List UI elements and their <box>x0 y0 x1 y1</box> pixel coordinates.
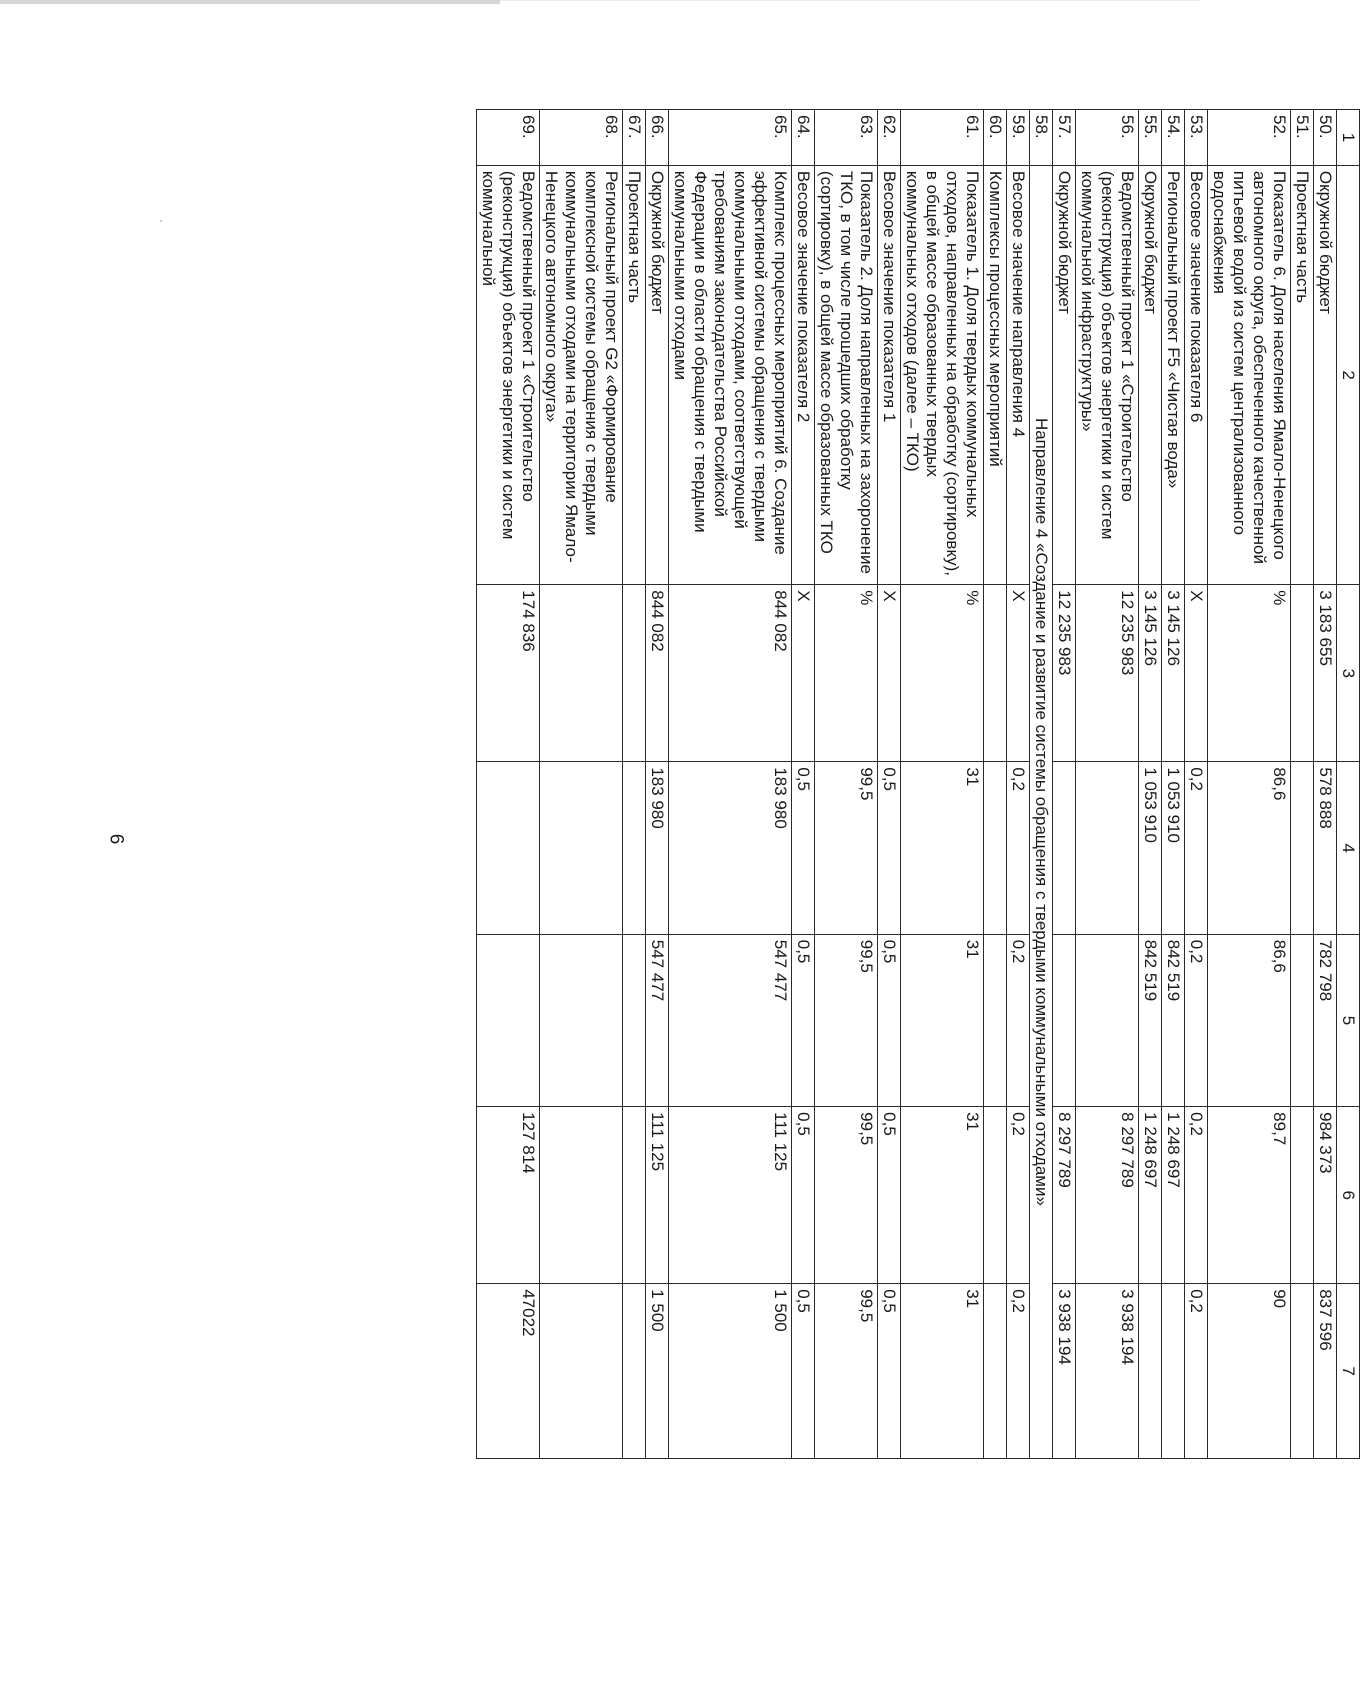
rotated-table-sheet <box>425 109 1360 1459</box>
table-row <box>1162 110 1185 1459</box>
value-cell-c6: 0,2 <box>1185 1107 1208 1284</box>
value-cell-c7 <box>623 1284 646 1459</box>
value-cell-c4: 578 888 <box>1314 762 1337 934</box>
value-cell-c5: 842 519 <box>1162 934 1185 1106</box>
value-cell-c6: 99,5 <box>815 1107 878 1284</box>
value-cell-c6: 111 125 <box>669 1107 792 1284</box>
value-cell-c4: 31 <box>901 762 984 934</box>
table-row <box>623 110 646 1459</box>
value-cell-c7 <box>540 1284 623 1459</box>
value-cell-c4: 0,2 <box>1007 762 1030 934</box>
scan-dust-mark <box>160 220 162 222</box>
row-name-cell: Показатель 2. Доля направленных на захоронение ТКО, в том числе прошедших обработку (сортировку), в общей массе образованных ТКО <box>815 165 878 584</box>
value-cell-c4 <box>1076 762 1139 934</box>
value-cell-c3 <box>623 585 646 762</box>
value-cell-c6: 1 248 697 <box>1162 1107 1185 1284</box>
value-cell-c7: 99,5 <box>815 1284 878 1459</box>
value-cell-c6 <box>984 1107 1007 1284</box>
row-number-cell: 61. <box>901 110 984 166</box>
row-number-cell: 63. <box>815 110 878 166</box>
header-cell: 7 <box>1337 1284 1360 1459</box>
table-row <box>1314 110 1337 1459</box>
row-number-cell: 65. <box>669 110 792 166</box>
row-name-cell: Весовое значение показателя 1 <box>878 165 901 584</box>
value-cell-c3: 3 183 655 <box>1314 585 1337 762</box>
value-cell-c7 <box>1291 1284 1314 1459</box>
header-cell: 4 <box>1337 762 1360 934</box>
value-cell-c4: 183 980 <box>669 762 792 934</box>
value-cell-c7: 0,5 <box>792 1284 815 1459</box>
value-cell-c7: 90 <box>1208 1284 1291 1459</box>
header-cell: 5 <box>1337 934 1360 1106</box>
value-cell-c6: 111 125 <box>646 1107 669 1284</box>
row-name-cell: Окружной бюджет <box>646 165 669 584</box>
row-number-cell: 52. <box>1208 110 1291 166</box>
value-cell-c6 <box>1291 1107 1314 1284</box>
value-cell-c3: X <box>878 585 901 762</box>
table-row <box>540 110 623 1459</box>
table-header-row <box>1337 110 1360 1459</box>
table-row <box>1208 110 1291 1459</box>
value-cell-c5 <box>1291 934 1314 1106</box>
row-name-cell: Проектная часть <box>1291 165 1314 584</box>
row-number-cell: 60. <box>984 110 1007 166</box>
value-cell-c3: 174 836 <box>477 585 540 762</box>
value-cell-c3 <box>540 585 623 762</box>
row-number-cell: 67. <box>623 110 646 166</box>
value-cell-c4 <box>477 762 540 934</box>
table-row <box>1185 110 1208 1459</box>
value-cell-c6: 8 297 789 <box>1076 1107 1139 1284</box>
value-cell-c5 <box>477 934 540 1106</box>
row-name-cell: Окружной бюджет <box>1314 165 1337 584</box>
value-cell-c6: 984 373 <box>1314 1107 1337 1284</box>
value-cell-c7: 31 <box>901 1284 984 1459</box>
value-cell-c4 <box>540 762 623 934</box>
row-name-cell: Весовое значение показателя 6 <box>1185 165 1208 584</box>
header-cell: 3 <box>1337 585 1360 762</box>
value-cell-c4: 99,5 <box>815 762 878 934</box>
value-cell-c6: 0,5 <box>792 1107 815 1284</box>
value-cell-c5: 99,5 <box>815 934 878 1106</box>
row-name-cell: Показатель 6. Доля населения Ямало-Ненецкого автономного округа, обеспеченного качественной питьевой водой из систем централизованного водоснабжения <box>1208 165 1291 584</box>
row-number-cell: 56. <box>1076 110 1139 166</box>
value-cell-c5: 547 477 <box>646 934 669 1106</box>
value-cell-c4: 0,2 <box>1185 762 1208 934</box>
row-number-cell: 68. <box>540 110 623 166</box>
value-cell-c3: X <box>792 585 815 762</box>
value-cell-c5 <box>1076 934 1139 1106</box>
header-cell: 2 <box>1337 165 1360 584</box>
row-number-cell: 57. <box>1053 110 1076 166</box>
row-number-cell: 53. <box>1185 110 1208 166</box>
value-cell-c3 <box>1291 585 1314 762</box>
value-cell-c6: 127 814 <box>477 1107 540 1284</box>
value-cell-c5: 0,5 <box>792 934 815 1106</box>
row-number-cell: 58. <box>1030 110 1053 166</box>
scan-top-edge-line <box>500 0 1200 1</box>
table-row <box>878 110 901 1459</box>
value-cell-c6 <box>623 1107 646 1284</box>
row-name-cell: Комплекс процессных мероприятий 6. Создание эффективной системы обращения с твердыми коммунальными отходами, соответствующей требованиям законодательства Российской Федерации в области обращения с твердыми коммунальными отходами <box>669 165 792 584</box>
value-cell-c5: 86,6 <box>1208 934 1291 1106</box>
value-cell-c3: % <box>815 585 878 762</box>
table-row <box>901 110 984 1459</box>
header-cell: 1 <box>1337 110 1360 166</box>
value-cell-c4: 86,6 <box>1208 762 1291 934</box>
table-row <box>1139 110 1162 1459</box>
value-cell-c7: 47022 <box>477 1284 540 1459</box>
value-cell-c7: 3 938 194 <box>1053 1284 1076 1459</box>
value-cell-c7: 0,5 <box>878 1284 901 1459</box>
value-cell-c6: 0,2 <box>1007 1107 1030 1284</box>
value-cell-c6: 8 297 789 <box>1053 1107 1076 1284</box>
value-cell-c4 <box>1053 762 1076 934</box>
value-cell-c3: 3 145 126 <box>1162 585 1185 762</box>
value-cell-c7: 1 500 <box>646 1284 669 1459</box>
row-number-cell: 54. <box>1162 110 1185 166</box>
value-cell-c7 <box>1162 1284 1185 1459</box>
value-cell-c6: 31 <box>901 1107 984 1284</box>
value-cell-c3: % <box>901 585 984 762</box>
value-cell-c6 <box>540 1107 623 1284</box>
row-name-cell: Региональный проект F5 «Чистая вода» <box>1162 165 1185 584</box>
value-cell-c6: 89,7 <box>1208 1107 1291 1284</box>
row-name-cell: Комплексы процессных мероприятий <box>984 165 1007 584</box>
value-cell-c5: 547 477 <box>669 934 792 1106</box>
value-cell-c4 <box>1291 762 1314 934</box>
value-cell-c5 <box>984 934 1007 1106</box>
table-row <box>646 110 669 1459</box>
row-name-cell: Показатель 1. Доля твердых коммунальных отходов, направленных на обработку (сортировку), в общей массе образованных твердых коммунальных отходов (далее – ТКО) <box>901 165 984 584</box>
row-number-cell: 69. <box>477 110 540 166</box>
budget-table <box>476 109 1360 1459</box>
value-cell-c3: 3 145 126 <box>1139 585 1162 762</box>
table-row <box>984 110 1007 1459</box>
table-row <box>669 110 792 1459</box>
value-cell-c7: 1 500 <box>669 1284 792 1459</box>
value-cell-c3: 844 082 <box>646 585 669 762</box>
value-cell-c3: X <box>1007 585 1030 762</box>
table-row <box>792 110 815 1459</box>
value-cell-c4 <box>623 762 646 934</box>
value-cell-c4 <box>984 762 1007 934</box>
row-name-cell: Региональный проект G2 «Формирование комплексной системы обращения с твердыми коммунальными отходами на территории Ямало-Ненецкого автономного округа» <box>540 165 623 584</box>
budget-table-body <box>477 110 1360 1459</box>
value-cell-c7 <box>1139 1284 1162 1459</box>
value-cell-c3: % <box>1208 585 1291 762</box>
table-row <box>1007 110 1030 1459</box>
value-cell-c6: 1 248 697 <box>1139 1107 1162 1284</box>
value-cell-c4: 1 053 910 <box>1139 762 1162 934</box>
value-cell-c4: 0,5 <box>792 762 815 934</box>
value-cell-c5: 0,2 <box>1007 934 1030 1106</box>
page-number: 6 <box>105 833 127 845</box>
value-cell-c5 <box>623 934 646 1106</box>
row-name-cell: Весовое значение показателя 2 <box>792 165 815 584</box>
value-cell-c5: 0,5 <box>878 934 901 1106</box>
row-number-cell: 62. <box>878 110 901 166</box>
value-cell-c5 <box>1053 934 1076 1106</box>
row-name-cell: Весовое значение направления 4 <box>1007 165 1030 584</box>
row-number-cell: 64. <box>792 110 815 166</box>
table-row <box>815 110 878 1459</box>
section-heading-cell: Направление 4 «Создание и развитие системы обращения с твердыми коммунальными отходами» <box>1030 165 1053 1458</box>
value-cell-c3: 12 235 983 <box>1053 585 1076 762</box>
value-cell-c3: 12 235 983 <box>1076 585 1139 762</box>
value-cell-c4: 183 980 <box>646 762 669 934</box>
value-cell-c4: 1 053 910 <box>1162 762 1185 934</box>
row-number-cell: 50. <box>1314 110 1337 166</box>
value-cell-c7: 837 596 <box>1314 1284 1337 1459</box>
value-cell-c7: 0,2 <box>1185 1284 1208 1459</box>
row-number-cell: 66. <box>646 110 669 166</box>
row-name-cell: Ведомственный проект 1 «Строительство (реконструкция) объектов энергетики и систем коммунальной инфраструктуры» <box>1076 165 1139 584</box>
value-cell-c4: 0,5 <box>878 762 901 934</box>
value-cell-c3: 844 082 <box>669 585 792 762</box>
row-name-cell: Проектная часть <box>623 165 646 584</box>
table-row <box>1053 110 1076 1459</box>
row-number-cell: 55. <box>1139 110 1162 166</box>
table-row <box>1030 110 1053 1459</box>
value-cell-c5: 782 798 <box>1314 934 1337 1106</box>
value-cell-c7: 3 938 194 <box>1076 1284 1139 1459</box>
table-row <box>477 110 540 1459</box>
value-cell-c6: 0,5 <box>878 1107 901 1284</box>
scan-top-edge <box>0 0 500 4</box>
row-name-cell: Окружной бюджет <box>1139 165 1162 584</box>
value-cell-c5: 0,2 <box>1185 934 1208 1106</box>
value-cell-c5: 31 <box>901 934 984 1106</box>
value-cell-c7 <box>984 1284 1007 1459</box>
row-number-cell: 51. <box>1291 110 1314 166</box>
row-name-cell: Окружной бюджет <box>1053 165 1076 584</box>
table-row <box>1076 110 1139 1459</box>
value-cell-c5: 842 519 <box>1139 934 1162 1106</box>
row-number-cell: 59. <box>1007 110 1030 166</box>
value-cell-c3 <box>984 585 1007 762</box>
row-name-cell: Ведомственный проект 1 «Строительство (реконструкция) объектов энергетики и систем коммунальной <box>477 165 540 584</box>
header-cell: 6 <box>1337 1107 1360 1284</box>
value-cell-c5 <box>540 934 623 1106</box>
value-cell-c3: X <box>1185 585 1208 762</box>
table-row <box>1291 110 1314 1459</box>
value-cell-c7: 0,2 <box>1007 1284 1030 1459</box>
